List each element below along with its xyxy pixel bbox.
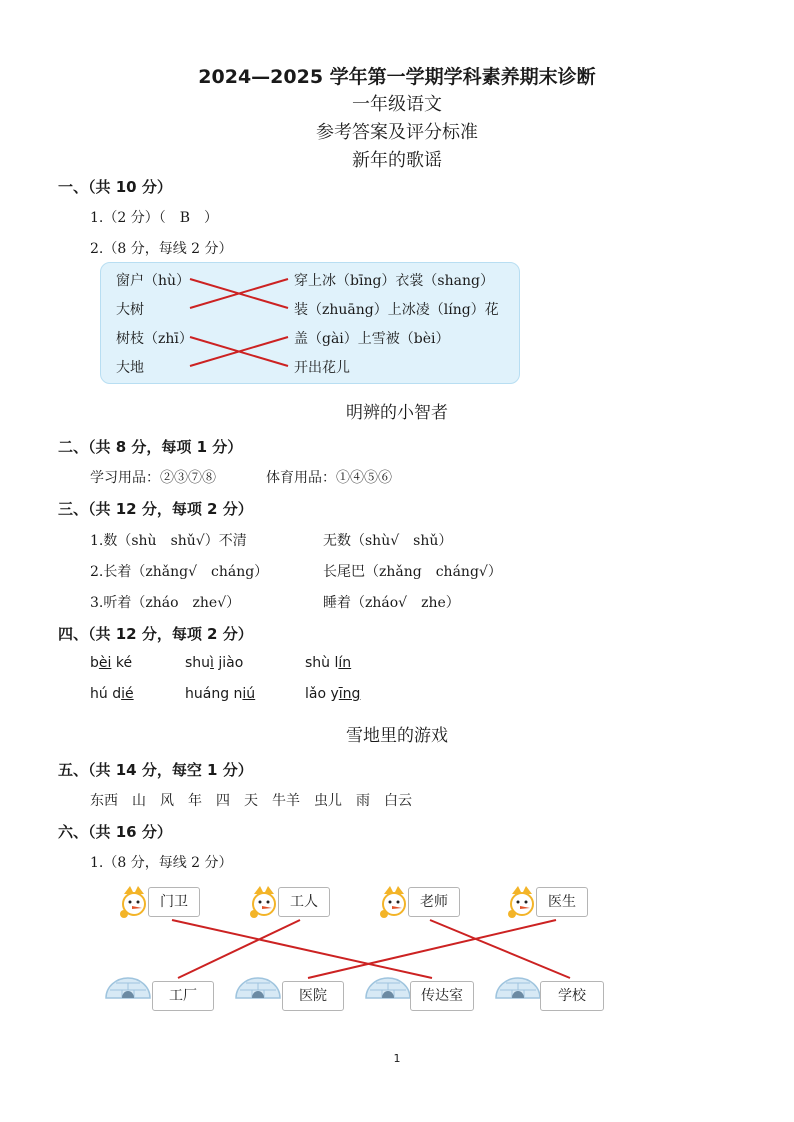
match-right-4: 开出花儿 <box>294 360 350 376</box>
q4-item-5: huáng niú <box>185 686 256 702</box>
doc-subtitle: 参考答案及评分标准 <box>316 122 478 143</box>
q4-item-6: lǎo yīng <box>305 686 361 702</box>
q4-item-1: bèi ké <box>90 655 133 671</box>
match-left-4: 大地 <box>116 360 144 376</box>
igloo-icon <box>496 978 540 998</box>
place-label-4: 学校 <box>540 981 604 1011</box>
q3-heading: 三、（共 12 分，每项 2 分） <box>58 500 253 518</box>
q4-item-4: hú dié <box>90 686 134 702</box>
doc-title: 2024—2025 学年第一学期学科素养期末诊断 <box>198 66 596 88</box>
page-number: 1 <box>393 1052 401 1065</box>
match-left-1: 窗户（hù） <box>116 273 191 289</box>
q3-row1-b: 无数（shù√ shǔ） <box>323 533 453 549</box>
place-label-3: 传达室 <box>410 981 474 1011</box>
unit1-title: 新年的歌谣 <box>352 150 442 171</box>
person-label-3: 老师 <box>408 887 460 917</box>
q5-answer: 天 <box>244 793 258 809</box>
q6-figure <box>0 880 794 1020</box>
q5-answer: 东西 <box>90 793 118 809</box>
q5-answer: 四 <box>216 793 230 809</box>
q1-sub2: 2.（8 分，每线 2 分） <box>90 241 233 257</box>
match-right-2: 装（zhuāng）上冰凌（líng）花 <box>294 302 499 318</box>
doc-subject: 一年级语文 <box>352 94 442 115</box>
igloo-icon <box>236 978 280 998</box>
q4-item-2: shuì jiào <box>185 655 244 671</box>
q6-sub1: 1.（8 分，每线 2 分） <box>90 855 233 871</box>
q2-answer-b: 体育用品：①④⑤⑥ <box>266 470 392 486</box>
q1-heading: 一、（共 10 分） <box>58 178 172 196</box>
q6-line-3 <box>430 920 570 978</box>
q5-answer: 年 <box>188 793 202 809</box>
q4-heading: 四、（共 12 分，每项 2 分） <box>58 625 253 643</box>
q6-heading: 六、（共 16 分） <box>58 823 172 841</box>
igloo-icon <box>366 978 410 998</box>
match-right-3: 盖（gài）上雪被（bèi） <box>294 331 450 347</box>
match-left-2: 大树 <box>116 302 144 318</box>
person-label-1: 门卫 <box>148 887 200 917</box>
q6-line-4 <box>308 920 556 978</box>
matching-lines <box>0 0 794 400</box>
match-right-1: 穿上冰（bīng）衣裳（shang） <box>294 273 494 289</box>
q1-sub1: 1.（2 分）（ B ） <box>90 210 219 226</box>
snowman-icon <box>120 886 145 918</box>
q5-heading: 五、（共 14 分，每空 1 分） <box>58 761 253 779</box>
q6-line-2 <box>178 920 300 978</box>
q5-answer: 虫儿 <box>314 793 342 809</box>
q4-item-3: shù lín <box>305 655 352 671</box>
q6-line-1 <box>172 920 432 978</box>
q3-row2-b: 长尾巴（zhǎng cháng√） <box>323 564 502 580</box>
q2-answer-a: 学习用品：②③⑦⑧ <box>90 470 216 486</box>
place-label-2: 医院 <box>282 981 344 1011</box>
q5-answer: 山 <box>132 793 146 809</box>
unit3-title: 雪地里的游戏 <box>346 726 448 746</box>
q3-row1-a: 1.数（shù shǔ√）不清 <box>90 533 247 549</box>
igloo-icon <box>106 978 150 998</box>
q5-answer: 白云 <box>384 793 412 809</box>
q5-answers <box>90 790 412 810</box>
person-label-2: 工人 <box>278 887 330 917</box>
unit2-title: 明辨的小智者 <box>346 403 448 423</box>
q3-row2-a: 2.长着（zhǎng√ cháng） <box>90 564 269 580</box>
snowman-icon <box>250 886 275 918</box>
q5-answer: 雨 <box>356 793 370 809</box>
q5-answer: 风 <box>160 793 174 809</box>
person-label-4: 医生 <box>536 887 588 917</box>
q3-row3-b: 睡着（zháo√ zhe） <box>323 595 460 611</box>
q3-row3-a: 3.听着（zháo zhe√） <box>90 595 241 611</box>
snowman-icon <box>508 886 533 918</box>
q2-heading: 二、（共 8 分，每项 1 分） <box>58 438 243 456</box>
q5-answer: 牛羊 <box>272 793 300 809</box>
place-label-1: 工厂 <box>152 981 214 1011</box>
match-left-3: 树枝（zhī） <box>116 331 193 347</box>
snowman-icon <box>380 886 405 918</box>
